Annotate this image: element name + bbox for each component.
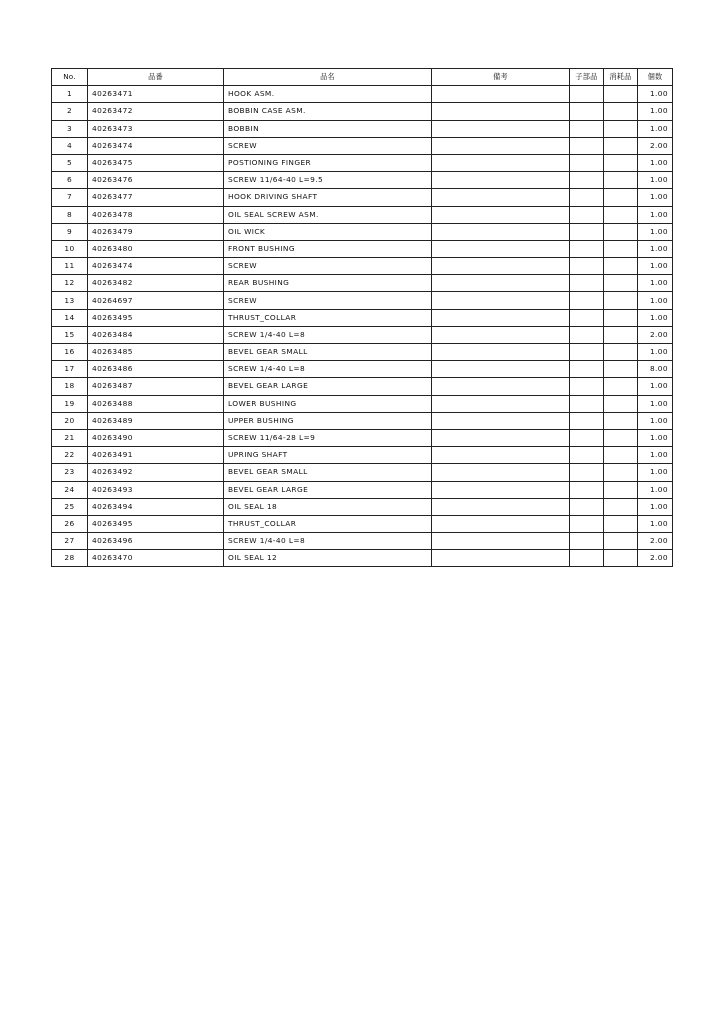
cell-part-code: 40263472 xyxy=(88,103,224,120)
cell-quantity: 1.00 xyxy=(638,412,673,429)
cell-remarks xyxy=(432,137,570,154)
cell-consumable xyxy=(604,550,638,567)
cell-part-name: BOBBIN xyxy=(224,120,432,137)
cell-no: 2 xyxy=(52,103,88,120)
table-row xyxy=(52,189,673,206)
cell-quantity: 2.00 xyxy=(638,533,673,550)
cell-quantity: 2.00 xyxy=(638,326,673,343)
cell-quantity: 1.00 xyxy=(638,429,673,446)
cell-part-name: UPPER BUSHING xyxy=(224,412,432,429)
cell-remarks xyxy=(432,103,570,120)
cell-no: 15 xyxy=(52,326,88,343)
cell-no: 18 xyxy=(52,378,88,395)
cell-part-code: 40263493 xyxy=(88,481,224,498)
cell-consumable xyxy=(604,326,638,343)
cell-part-code: 40263470 xyxy=(88,550,224,567)
cell-part-name: BEVEL GEAR SMALL xyxy=(224,344,432,361)
cell-part-code: 40263488 xyxy=(88,395,224,412)
cell-quantity: 1.00 xyxy=(638,258,673,275)
cell-no: 16 xyxy=(52,344,88,361)
table-row xyxy=(52,515,673,532)
cell-quantity: 1.00 xyxy=(638,154,673,171)
cell-consumable xyxy=(604,206,638,223)
cell-consumable xyxy=(604,447,638,464)
cell-remarks xyxy=(432,258,570,275)
cell-subpart xyxy=(570,550,604,567)
table-header xyxy=(52,69,673,86)
cell-consumable xyxy=(604,86,638,103)
cell-quantity: 1.00 xyxy=(638,498,673,515)
cell-part-code: 40263479 xyxy=(88,223,224,240)
cell-remarks xyxy=(432,498,570,515)
cell-subpart xyxy=(570,515,604,532)
table-row xyxy=(52,344,673,361)
cell-consumable xyxy=(604,464,638,481)
cell-part-code: 40263491 xyxy=(88,447,224,464)
table-row xyxy=(52,533,673,550)
cell-quantity: 1.00 xyxy=(638,275,673,292)
table-body xyxy=(52,86,673,567)
cell-no: 19 xyxy=(52,395,88,412)
table-row xyxy=(52,361,673,378)
cell-part-name: LOWER BUSHING xyxy=(224,395,432,412)
parts-table xyxy=(51,68,673,567)
header-part-code: 品番 xyxy=(88,69,224,86)
cell-part-code: 40263473 xyxy=(88,120,224,137)
table-row xyxy=(52,240,673,257)
cell-part-code: 40263471 xyxy=(88,86,224,103)
header-no: No. xyxy=(52,69,88,86)
cell-consumable xyxy=(604,292,638,309)
cell-part-name: OIL SEAL SCREW ASM. xyxy=(224,206,432,223)
cell-quantity: 2.00 xyxy=(638,137,673,154)
cell-remarks xyxy=(432,412,570,429)
cell-no: 28 xyxy=(52,550,88,567)
cell-remarks xyxy=(432,447,570,464)
cell-subpart xyxy=(570,326,604,343)
cell-quantity: 1.00 xyxy=(638,103,673,120)
cell-quantity: 2.00 xyxy=(638,550,673,567)
cell-remarks xyxy=(432,86,570,103)
cell-consumable xyxy=(604,378,638,395)
table-row xyxy=(52,464,673,481)
header-quantity: 個数 xyxy=(638,69,673,86)
cell-consumable xyxy=(604,240,638,257)
cell-part-name: SCREW 1/4-40 L=8 xyxy=(224,533,432,550)
cell-no: 23 xyxy=(52,464,88,481)
cell-quantity: 1.00 xyxy=(638,378,673,395)
cell-subpart xyxy=(570,309,604,326)
cell-no: 27 xyxy=(52,533,88,550)
cell-quantity: 1.00 xyxy=(638,481,673,498)
cell-part-code: 40263496 xyxy=(88,533,224,550)
table-row xyxy=(52,395,673,412)
cell-consumable xyxy=(604,481,638,498)
cell-no: 12 xyxy=(52,275,88,292)
header-row xyxy=(52,69,673,86)
cell-subpart xyxy=(570,275,604,292)
cell-quantity: 1.00 xyxy=(638,395,673,412)
cell-part-name: OIL WICK xyxy=(224,223,432,240)
cell-remarks xyxy=(432,550,570,567)
cell-consumable xyxy=(604,429,638,446)
cell-consumable xyxy=(604,498,638,515)
cell-no: 5 xyxy=(52,154,88,171)
cell-part-name: OIL SEAL 12 xyxy=(224,550,432,567)
cell-consumable xyxy=(604,309,638,326)
cell-part-name: REAR BUSHING xyxy=(224,275,432,292)
cell-subpart xyxy=(570,533,604,550)
cell-consumable xyxy=(604,515,638,532)
cell-part-name: HOOK ASM. xyxy=(224,86,432,103)
table-row xyxy=(52,429,673,446)
cell-no: 26 xyxy=(52,515,88,532)
cell-subpart xyxy=(570,481,604,498)
cell-part-name: BOBBIN CASE ASM. xyxy=(224,103,432,120)
cell-part-code: 40263476 xyxy=(88,172,224,189)
cell-part-name: THRUST_COLLAR xyxy=(224,309,432,326)
table-row xyxy=(52,172,673,189)
table-row xyxy=(52,309,673,326)
cell-part-code: 40263474 xyxy=(88,258,224,275)
cell-consumable xyxy=(604,258,638,275)
cell-subpart xyxy=(570,206,604,223)
cell-no: 4 xyxy=(52,137,88,154)
cell-remarks xyxy=(432,326,570,343)
cell-remarks xyxy=(432,464,570,481)
cell-remarks xyxy=(432,395,570,412)
cell-no: 3 xyxy=(52,120,88,137)
cell-no: 11 xyxy=(52,258,88,275)
cell-subpart xyxy=(570,137,604,154)
cell-part-name: POSTIONING FINGER xyxy=(224,154,432,171)
cell-remarks xyxy=(432,223,570,240)
cell-quantity: 8.00 xyxy=(638,361,673,378)
cell-no: 25 xyxy=(52,498,88,515)
cell-quantity: 1.00 xyxy=(638,240,673,257)
cell-no: 7 xyxy=(52,189,88,206)
cell-remarks xyxy=(432,189,570,206)
cell-no: 22 xyxy=(52,447,88,464)
cell-part-name: SCREW xyxy=(224,137,432,154)
cell-part-code: 40263477 xyxy=(88,189,224,206)
cell-no: 24 xyxy=(52,481,88,498)
table-row xyxy=(52,154,673,171)
cell-consumable xyxy=(604,223,638,240)
cell-subpart xyxy=(570,154,604,171)
cell-part-name: FRONT BUSHING xyxy=(224,240,432,257)
table-row xyxy=(52,447,673,464)
cell-subpart xyxy=(570,103,604,120)
cell-subpart xyxy=(570,464,604,481)
cell-remarks xyxy=(432,172,570,189)
cell-quantity: 1.00 xyxy=(638,189,673,206)
cell-part-name: SCREW 1/4-40 L=8 xyxy=(224,326,432,343)
cell-consumable xyxy=(604,361,638,378)
cell-part-code: 40263484 xyxy=(88,326,224,343)
cell-part-name: SCREW xyxy=(224,292,432,309)
cell-no: 17 xyxy=(52,361,88,378)
cell-quantity: 1.00 xyxy=(638,515,673,532)
cell-remarks xyxy=(432,309,570,326)
cell-part-code: 40263478 xyxy=(88,206,224,223)
cell-remarks xyxy=(432,240,570,257)
cell-quantity: 1.00 xyxy=(638,309,673,326)
cell-consumable xyxy=(604,172,638,189)
cell-remarks xyxy=(432,120,570,137)
cell-part-code: 40264697 xyxy=(88,292,224,309)
cell-part-name: HOOK DRIVING SHAFT xyxy=(224,189,432,206)
cell-quantity: 1.00 xyxy=(638,447,673,464)
cell-no: 1 xyxy=(52,86,88,103)
cell-no: 14 xyxy=(52,309,88,326)
parts-list-sheet xyxy=(51,68,672,567)
header-remarks: 備考 xyxy=(432,69,570,86)
cell-consumable xyxy=(604,137,638,154)
cell-quantity: 1.00 xyxy=(638,86,673,103)
table-row xyxy=(52,223,673,240)
cell-subpart xyxy=(570,258,604,275)
cell-subpart xyxy=(570,223,604,240)
cell-remarks xyxy=(432,154,570,171)
cell-subpart xyxy=(570,429,604,446)
cell-subpart xyxy=(570,292,604,309)
table-row xyxy=(52,103,673,120)
table-row xyxy=(52,550,673,567)
cell-subpart xyxy=(570,86,604,103)
cell-subpart xyxy=(570,395,604,412)
cell-part-name: BEVEL GEAR LARGE xyxy=(224,481,432,498)
cell-part-code: 40263487 xyxy=(88,378,224,395)
table-row xyxy=(52,481,673,498)
cell-part-name: SCREW xyxy=(224,258,432,275)
cell-part-code: 40263486 xyxy=(88,361,224,378)
cell-consumable xyxy=(604,344,638,361)
cell-part-code: 40263489 xyxy=(88,412,224,429)
table-row xyxy=(52,378,673,395)
cell-remarks xyxy=(432,481,570,498)
cell-consumable xyxy=(604,103,638,120)
cell-quantity: 1.00 xyxy=(638,206,673,223)
cell-part-code: 40263494 xyxy=(88,498,224,515)
cell-quantity: 1.00 xyxy=(638,292,673,309)
cell-part-code: 40263474 xyxy=(88,137,224,154)
cell-remarks xyxy=(432,361,570,378)
cell-subpart xyxy=(570,240,604,257)
cell-no: 20 xyxy=(52,412,88,429)
cell-part-name: OIL SEAL 18 xyxy=(224,498,432,515)
cell-subpart xyxy=(570,378,604,395)
cell-subpart xyxy=(570,120,604,137)
cell-subpart xyxy=(570,172,604,189)
cell-part-name: THRUST_COLLAR xyxy=(224,515,432,532)
cell-subpart xyxy=(570,344,604,361)
cell-remarks xyxy=(432,206,570,223)
cell-subpart xyxy=(570,412,604,429)
cell-consumable xyxy=(604,189,638,206)
cell-consumable xyxy=(604,395,638,412)
cell-part-code: 40263480 xyxy=(88,240,224,257)
table-row xyxy=(52,326,673,343)
header-part-name: 品名 xyxy=(224,69,432,86)
cell-subpart xyxy=(570,361,604,378)
cell-remarks xyxy=(432,378,570,395)
cell-consumable xyxy=(604,275,638,292)
cell-subpart xyxy=(570,498,604,515)
cell-part-code: 40263495 xyxy=(88,515,224,532)
table-row xyxy=(52,275,673,292)
cell-consumable xyxy=(604,412,638,429)
cell-consumable xyxy=(604,120,638,137)
table-row xyxy=(52,412,673,429)
cell-part-code: 40263482 xyxy=(88,275,224,292)
cell-remarks xyxy=(432,429,570,446)
cell-no: 6 xyxy=(52,172,88,189)
cell-part-name: SCREW 11/64-40 L=9.5 xyxy=(224,172,432,189)
cell-consumable xyxy=(604,154,638,171)
header-subpart: 子部品 xyxy=(570,69,604,86)
cell-quantity: 1.00 xyxy=(638,120,673,137)
table-row xyxy=(52,86,673,103)
table-row xyxy=(52,137,673,154)
cell-part-name: BEVEL GEAR SMALL xyxy=(224,464,432,481)
cell-part-name: SCREW 11/64-28 L=9 xyxy=(224,429,432,446)
cell-part-code: 40263490 xyxy=(88,429,224,446)
cell-no: 13 xyxy=(52,292,88,309)
cell-part-code: 40263475 xyxy=(88,154,224,171)
cell-quantity: 1.00 xyxy=(638,223,673,240)
header-consumable: 消耗品 xyxy=(604,69,638,86)
cell-remarks xyxy=(432,275,570,292)
cell-quantity: 1.00 xyxy=(638,344,673,361)
cell-quantity: 1.00 xyxy=(638,464,673,481)
cell-remarks xyxy=(432,515,570,532)
cell-remarks xyxy=(432,344,570,361)
cell-quantity: 1.00 xyxy=(638,172,673,189)
table-row xyxy=(52,498,673,515)
cell-part-name: SCREW 1/4-40 L=8 xyxy=(224,361,432,378)
cell-part-code: 40263485 xyxy=(88,344,224,361)
cell-consumable xyxy=(604,533,638,550)
cell-part-name: BEVEL GEAR LARGE xyxy=(224,378,432,395)
cell-remarks xyxy=(432,533,570,550)
table-row xyxy=(52,120,673,137)
cell-subpart xyxy=(570,189,604,206)
cell-remarks xyxy=(432,292,570,309)
table-row xyxy=(52,292,673,309)
cell-no: 10 xyxy=(52,240,88,257)
cell-subpart xyxy=(570,447,604,464)
cell-no: 9 xyxy=(52,223,88,240)
cell-no: 21 xyxy=(52,429,88,446)
cell-no: 8 xyxy=(52,206,88,223)
cell-part-name: UPRING SHAFT xyxy=(224,447,432,464)
table-row xyxy=(52,258,673,275)
cell-part-code: 40263495 xyxy=(88,309,224,326)
cell-part-code: 40263492 xyxy=(88,464,224,481)
table-row xyxy=(52,206,673,223)
